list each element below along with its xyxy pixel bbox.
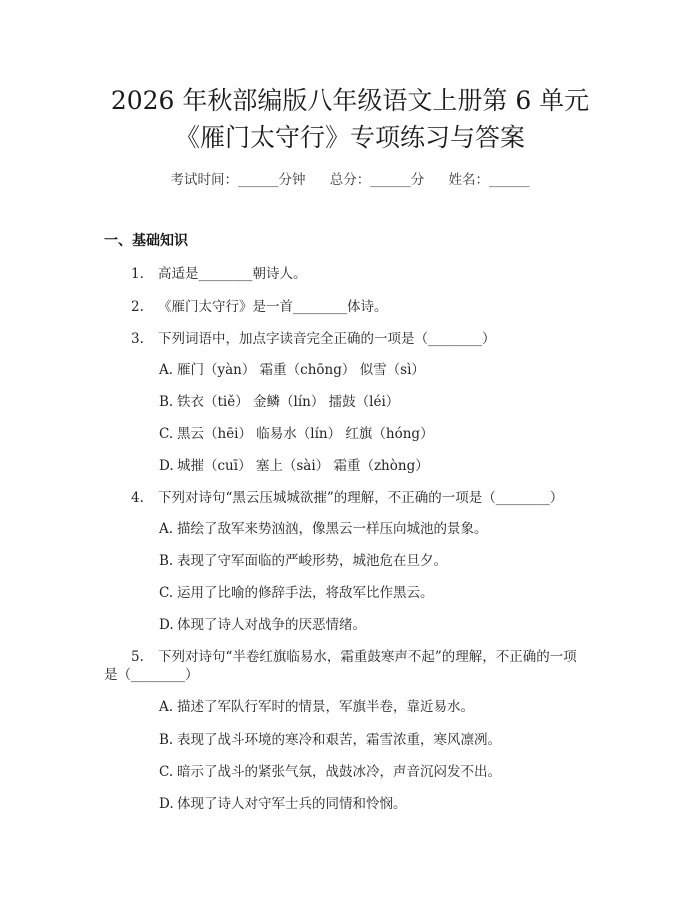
question-3 — [131, 327, 496, 347]
option-text: 表现了战斗环境的寒冷和艰苦，霜雪浓重，寒风凛冽。 — [177, 732, 501, 748]
question-2 — [131, 295, 388, 315]
question-text: 高适是________朝诗人。 — [158, 266, 307, 282]
option-letter: D. — [159, 458, 174, 474]
exam-info-row — [0, 168, 700, 188]
question-text: 下列对诗句“黑云压城城欲摧”的理解，不正确的一项是（________） — [158, 490, 564, 506]
option-letter: C. — [159, 426, 174, 442]
question-4 — [131, 486, 563, 506]
option-text: 暗示了战斗的紧张气氛，战鼓冰冷，声音沉闷发不出。 — [177, 764, 501, 780]
question-5-continuation: 是（________） — [104, 667, 199, 683]
exam-name-field: 姓名：______ — [448, 172, 530, 188]
option-letter: A. — [159, 699, 174, 715]
option-4b — [159, 549, 447, 569]
document-title-line2: 《雁门太守行》专项练习与答案 — [174, 123, 525, 152]
question-number: 2. — [131, 299, 144, 315]
option-text: 表现了守军面临的严峻形势，城池危在旦夕。 — [177, 553, 447, 569]
option-5a — [159, 695, 474, 715]
question-number: 1. — [131, 266, 144, 282]
option-letter: B. — [159, 394, 174, 410]
option-5c — [159, 760, 501, 780]
section-heading: 一、基础知识 — [104, 233, 188, 249]
option-text: 雁门（yàn） 霜重（chōng） 似雪（sì） — [177, 362, 425, 378]
document-title-line1: 2026 年秋部编版八年级语文上册第 6 单元 — [110, 86, 590, 115]
option-text: 描述了军队行军时的情景，军旗半卷，靠近易水。 — [177, 699, 474, 715]
question-text: 下列对诗句“半卷红旗临易水，霜重鼓寒声不起”的理解，不正确的一项 — [158, 649, 577, 665]
question-text: 《雁门太守行》是一首________体诗。 — [158, 299, 388, 315]
option-letter: A. — [159, 521, 174, 537]
question-number: 3. — [131, 331, 144, 347]
question-text: 下列词语中，加点字读音完全正确的一项是（________） — [158, 331, 496, 347]
option-letter: D. — [159, 617, 174, 633]
option-4d — [159, 613, 366, 633]
question-number: 4. — [131, 490, 144, 506]
option-letter: A. — [159, 362, 174, 378]
option-3a — [159, 358, 425, 378]
option-3b — [159, 390, 399, 410]
option-4c — [159, 581, 434, 601]
option-4a — [159, 517, 488, 537]
option-text: 描绘了敌军来势汹汹，像黑云一样压向城池的景象。 — [177, 521, 488, 537]
option-letter: C. — [159, 764, 174, 780]
question-number: 5. — [131, 649, 144, 665]
option-5d — [159, 792, 407, 812]
exam-time-field: 考试时间：______分钟 — [170, 172, 306, 188]
option-letter: B. — [159, 732, 174, 748]
option-text: 运用了比喻的修辞手法，将敌军比作黑云。 — [177, 585, 434, 601]
option-letter: C. — [159, 585, 174, 601]
option-text: 黑云（hēi） 临易水（lín） 红旗（hóng） — [177, 426, 434, 442]
option-3d — [159, 454, 429, 474]
option-5b — [159, 728, 501, 748]
option-3c — [159, 422, 434, 442]
option-letter: D. — [159, 796, 174, 812]
option-text: 铁衣（tiě） 金鳞（lín） 擂鼓（léi） — [177, 394, 400, 410]
option-letter: B. — [159, 553, 174, 569]
option-text: 城摧（cuī） 塞上（sài） 霜重（zhòng） — [177, 458, 429, 474]
question-1 — [131, 262, 307, 282]
question-5 — [131, 645, 577, 665]
option-text: 体现了诗人对守军士兵的同情和怜悯。 — [177, 796, 407, 812]
option-text: 体现了诗人对战争的厌恶情绪。 — [177, 617, 366, 633]
exam-score-field: 总分：______分 — [329, 172, 425, 188]
